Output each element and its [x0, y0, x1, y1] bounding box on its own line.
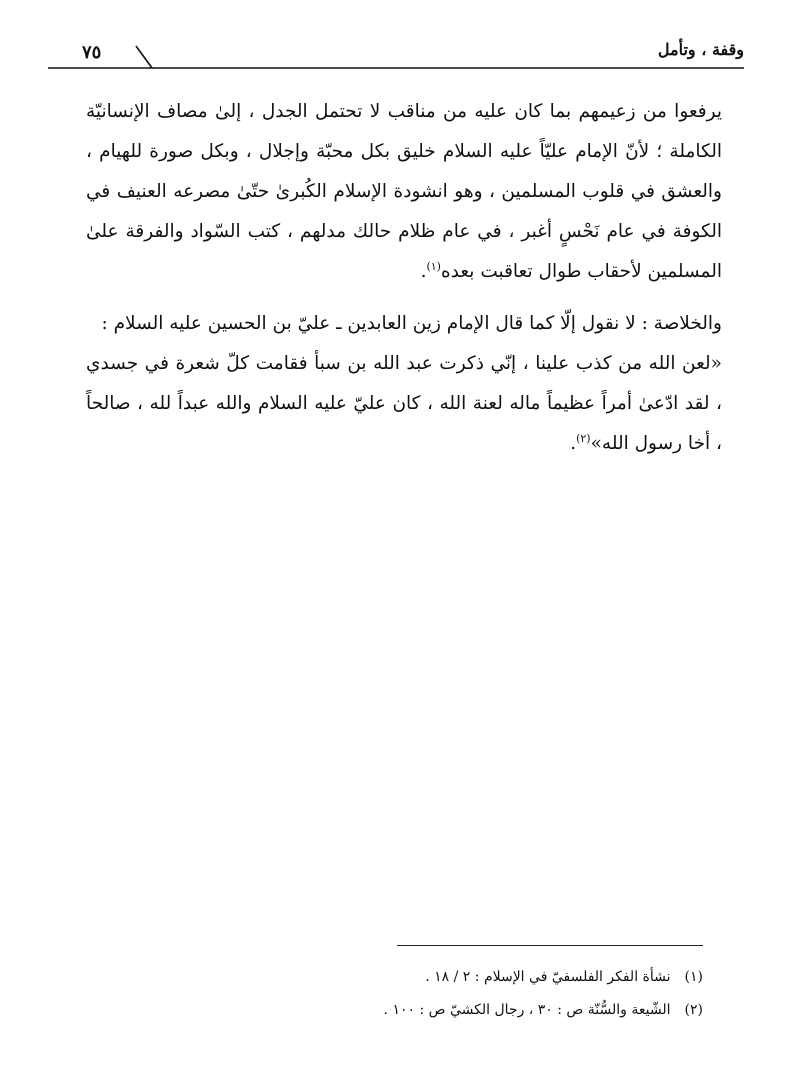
main-text: [86, 92, 722, 464]
footnote-separator: [397, 945, 703, 946]
footnote-2: [384, 1002, 703, 1018]
footnote-ref-2: (٢): [576, 431, 591, 445]
footnote-1-number: (١): [684, 969, 703, 985]
paragraph-1: [86, 92, 722, 292]
running-title: وقفة ، وتأمل: [657, 40, 744, 59]
footnote-2-number: (٢): [684, 1002, 703, 1018]
paragraph-2-intro: والخلاصة : لا نقول إلّا كما قال الإمام زين العابدين ـ عليّ بن الحسين عليه السلام :: [101, 313, 722, 334]
footnote-1: [425, 969, 703, 985]
page-number: ٧٥: [82, 42, 102, 63]
quotation-text: «لعن الله من كذب علينا ، إنّي ذكرت عبد الله بن سبأ فقامت كلّ شعرة في جسدي ، لقد ادّعىٰ أمراً عظيماً ماله لعنة الله ، كان عليّ عليه السلام والله عبداً لله ، صالحاً ، أخا رسول الله»: [86, 353, 722, 454]
page-header: [48, 38, 744, 72]
quotation-end: .: [570, 433, 577, 454]
header-rule: [48, 38, 744, 72]
paragraph-2: [86, 304, 722, 344]
quotation: [86, 344, 722, 464]
paragraph-1-text: يرفعوا من زعيمهم بما كان عليه من مناقب لا تحتمل الجدل ، إلىٰ مصاف الإنسانيّة الكاملة ؛ لأنّ الإمام عليّاً عليه السلام خليق بكل محبّة وإجلال ، وبكل صورة للهيام ، والعشق في قلوب المسلمين ، وهو انشودة الإسلام الكُبرىٰ حتّىٰ مصرعه العنيف في الكوفة في عام نَحْسٍ أغبر ، في عام ظلام حالك مدلهم ، كتب السّواد والفرقة علىٰ المسلمين لأحقاب طوال تعاقبت بعده: [86, 101, 722, 282]
footnote-1-text: نشأة الفكر الفلسفيّ في الإسلام : ٢ / ١٨ .: [425, 969, 671, 985]
paragraph-1-end: .: [420, 261, 427, 282]
footnote-2-text: الشّيعة والسُّنّة ص : ٣٠ ، رجال الكشيّ ص : ١٠٠ .: [383, 1002, 671, 1018]
footnote-ref-1: (١): [426, 259, 441, 273]
